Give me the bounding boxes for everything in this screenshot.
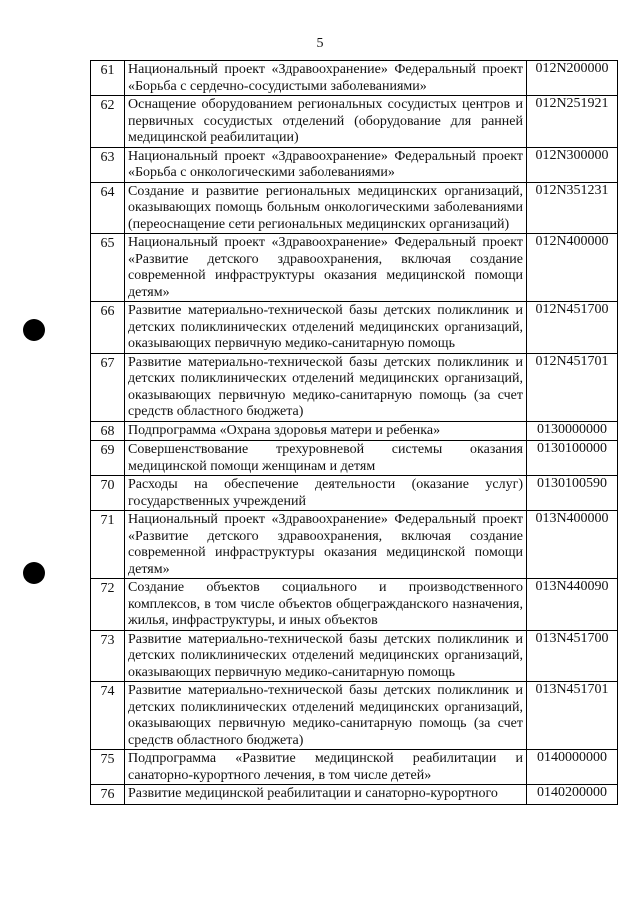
row-number: 63 [91,147,125,182]
row-number: 71 [91,511,125,579]
table-row [91,182,618,234]
row-name: Развитие материально-технической базы детских поликлиник и детских поликлинических отделений медицинских организаций, оказывающих первичную медико-санитарную помощь [125,630,527,682]
row-number: 73 [91,630,125,682]
row-name: Национальный проект «Здравоохранение» Федеральный проект «Развитие детского здравоохранения, включая создание современной инфраструктуры оказания медицинской помощи детям» [125,234,527,302]
row-name: Совершенствование трехуровневой системы оказания медицинской помощи женщинам и детям [125,441,527,476]
row-code: 012N200000 [527,61,618,96]
row-code: 013N451700 [527,630,618,682]
row-number: 74 [91,682,125,750]
row-name: Развитие материально-технической базы детских поликлиник и детских поликлинических отделений медицинских организаций, оказывающих первичную медико-санитарную помощь (за счет средств областного бюджета) [125,682,527,750]
row-name: Подпрограмма «Развитие медицинской реабилитации и санаторно-курортного лечения, в том числе детей» [125,750,527,785]
punch-hole-mark [23,562,45,584]
row-code: 0130000000 [527,421,618,441]
row-code: 013N400000 [527,511,618,579]
row-name: Национальный проект «Здравоохранение» Федеральный проект «Борьба с онкологическими заболеваниями» [125,147,527,182]
table-row [91,682,618,750]
budget-classification-table [90,60,618,805]
row-number: 70 [91,476,125,511]
table-row [91,476,618,511]
table-row [91,302,618,354]
row-name: Развитие материально-технической базы детских поликлиник и детских поликлинических отделений медицинских организаций, оказывающих первичную медико-санитарную помощь (за счет средств областного бюджета) [125,353,527,421]
table-row [91,234,618,302]
row-code: 0140000000 [527,750,618,785]
row-code: 012N451701 [527,353,618,421]
table-row [91,147,618,182]
row-name: Национальный проект «Здравоохранение» Федеральный проект «Борьба с сердечно-сосудистыми заболеваниями» [125,61,527,96]
row-number: 76 [91,785,125,805]
row-name: Развитие медицинской реабилитации и санаторно-курортного [125,785,527,805]
table-row [91,579,618,631]
row-code: 013N451701 [527,682,618,750]
row-number: 66 [91,302,125,354]
row-code: 0130100000 [527,441,618,476]
table-row [91,441,618,476]
row-number: 62 [91,96,125,148]
table-row [91,785,618,805]
row-name: Подпрограмма «Охрана здоровья матери и ребенка» [125,421,527,441]
row-name: Создание и развитие региональных медицинских организаций, оказывающих помощь больным онкологическими заболеваниями (переоснащение сети региональных медицинских организаций) [125,182,527,234]
punch-hole-mark [23,319,45,341]
page-number: 5 [316,36,324,51]
table-row [91,630,618,682]
row-number: 75 [91,750,125,785]
row-number: 61 [91,61,125,96]
row-number: 64 [91,182,125,234]
row-number: 67 [91,353,125,421]
table-row [91,61,618,96]
table-row [91,421,618,441]
row-code: 012N451700 [527,302,618,354]
row-number: 68 [91,421,125,441]
row-name: Создание объектов социального и производственного комплексов, в том числе объектов общегражданского назначения, жилья, инфраструктуры, и иных объектов [125,579,527,631]
row-code: 012N400000 [527,234,618,302]
row-code: 012N251921 [527,96,618,148]
row-number: 69 [91,441,125,476]
row-name: Расходы на обеспечение деятельности (оказание услуг) государственных учреждений [125,476,527,511]
table-body [91,61,618,805]
table-row [91,96,618,148]
row-name: Оснащение оборудованием региональных сосудистых центров и первичных сосудистых отделений (оборудование для ранней медицинской реабилитации) [125,96,527,148]
row-code: 0140200000 [527,785,618,805]
table-row [91,750,618,785]
row-name: Национальный проект «Здравоохранение» Федеральный проект «Развитие детского здравоохранения, включая создание современной инфраструктуры оказания медицинской помощи детям» [125,511,527,579]
row-code: 012N351231 [527,182,618,234]
table-row [91,353,618,421]
table-row [91,511,618,579]
row-number: 72 [91,579,125,631]
row-name: Развитие материально-технической базы детских поликлиник и детских поликлинических отделений медицинских организаций, оказывающих первичную медико-санитарную помощь [125,302,527,354]
row-number: 65 [91,234,125,302]
row-code: 012N300000 [527,147,618,182]
row-code: 013N440090 [527,579,618,631]
row-code: 0130100590 [527,476,618,511]
